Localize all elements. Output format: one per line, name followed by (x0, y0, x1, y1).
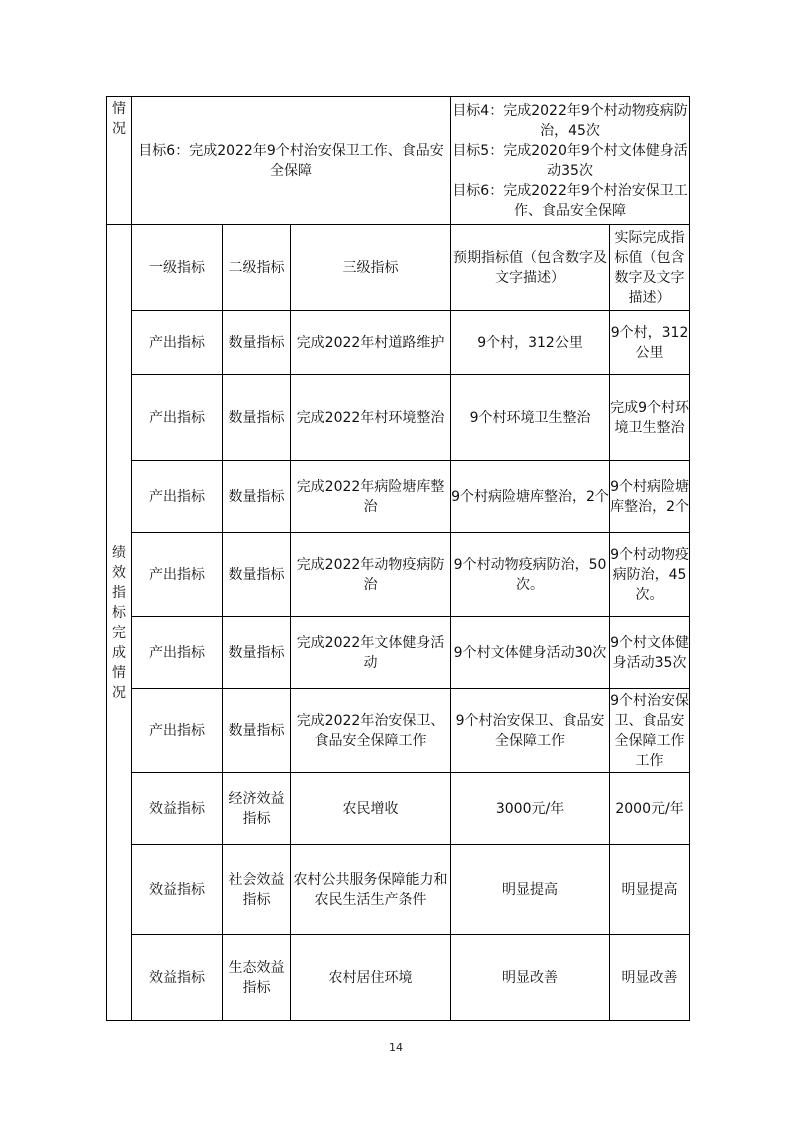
expected-cell: 明显改善 (451, 935, 610, 1021)
table-row (107, 845, 690, 935)
expected-cell: 9个村病险塘库整治，2个 (451, 461, 610, 533)
table-row (107, 935, 690, 1021)
actual-cell: 9个村动物疫病防治，45次。 (610, 533, 690, 617)
goal-line: 目标6：完成2022年9个村治安保卫工作、食品安全保障 (452, 182, 688, 219)
level3-cell: 完成2022年治安保卫、食品安全保障工作 (291, 689, 451, 773)
left-goal-cell: 目标6：完成2022年9个村治安保卫工作、食品安全保障 (132, 97, 451, 225)
expected-cell: 9个村动物疫病防治，50次。 (451, 533, 610, 617)
level1-cell: 产出指标 (132, 461, 223, 533)
header-level3: 三级指标 (291, 225, 451, 311)
level3-cell: 农村居住环境 (291, 935, 451, 1021)
header-actual: 实际完成指标值（包含数字及文字描述） (610, 225, 690, 311)
level1-cell: 产出指标 (132, 533, 223, 617)
status-label-cell: 情况 (107, 97, 132, 225)
table-row (107, 617, 690, 689)
goal-line: 目标5：完成2020年9个村文体健身活动35次 (452, 142, 688, 179)
level2-cell: 数量指标 (223, 617, 291, 689)
level3-cell: 农民增收 (291, 773, 451, 845)
level1-cell: 产出指标 (132, 375, 223, 461)
status-row (107, 97, 690, 225)
level1-cell: 产出指标 (132, 689, 223, 773)
actual-cell: 明显提高 (610, 845, 690, 935)
level2-cell: 社会效益指标 (223, 845, 291, 935)
performance-table (106, 96, 690, 1021)
expected-cell: 9个村治安保卫、食品安全保障工作 (451, 689, 610, 773)
level1-cell: 产出指标 (132, 311, 223, 375)
goal-line: 目标4：完成2022年9个村动物疫病防治，45次 (452, 102, 688, 139)
level3-cell: 完成2022年病险塘库整治 (291, 461, 451, 533)
header-expected: 预期指标值（包含数字及文字描述） (451, 225, 610, 311)
actual-cell: 明显改善 (610, 935, 690, 1021)
table-row (107, 773, 690, 845)
header-level1: 一级指标 (132, 225, 223, 311)
level1-cell: 产出指标 (132, 617, 223, 689)
level2-cell: 数量指标 (223, 689, 291, 773)
actual-cell: 9个村，312公里 (610, 311, 690, 375)
page-number: 14 (389, 1041, 403, 1054)
right-goals-cell (451, 97, 690, 225)
level2-cell: 经济效益指标 (223, 773, 291, 845)
actual-cell: 2000元/年 (610, 773, 690, 845)
table-row (107, 461, 690, 533)
level1-cell: 效益指标 (132, 773, 223, 845)
expected-cell: 明显提高 (451, 845, 610, 935)
table-row (107, 311, 690, 375)
level3-cell: 农村公共服务保障能力和农民生活生产条件 (291, 845, 451, 935)
actual-cell: 9个村文体健身活动35次 (610, 617, 690, 689)
expected-cell: 9个村环境卫生整治 (451, 375, 610, 461)
level2-cell: 数量指标 (223, 375, 291, 461)
level2-cell: 生态效益指标 (223, 935, 291, 1021)
performance-section-label: 绩效指标完成情况 (107, 225, 132, 1021)
expected-cell: 3000元/年 (451, 773, 610, 845)
table-row (107, 533, 690, 617)
table-row (107, 375, 690, 461)
level1-cell: 效益指标 (132, 845, 223, 935)
level3-cell: 完成2022年村道路维护 (291, 311, 451, 375)
actual-cell: 9个村治安保卫、食品安全保障工作工作 (610, 689, 690, 773)
header-row (107, 225, 690, 311)
expected-cell: 9个村，312公里 (451, 311, 610, 375)
level2-cell: 数量指标 (223, 533, 291, 617)
header-level2: 二级指标 (223, 225, 291, 311)
actual-cell: 9个村病险塘库整治，2个 (610, 461, 690, 533)
table-row (107, 689, 690, 773)
level3-cell: 完成2022年动物疫病防治 (291, 533, 451, 617)
actual-cell: 完成9个村环境卫生整治 (610, 375, 690, 461)
level3-cell: 完成2022年文体健身活动 (291, 617, 451, 689)
level1-cell: 效益指标 (132, 935, 223, 1021)
level3-cell: 完成2022年村环境整治 (291, 375, 451, 461)
level2-cell: 数量指标 (223, 461, 291, 533)
level2-cell: 数量指标 (223, 311, 291, 375)
expected-cell: 9个村文体健身活动30次 (451, 617, 610, 689)
